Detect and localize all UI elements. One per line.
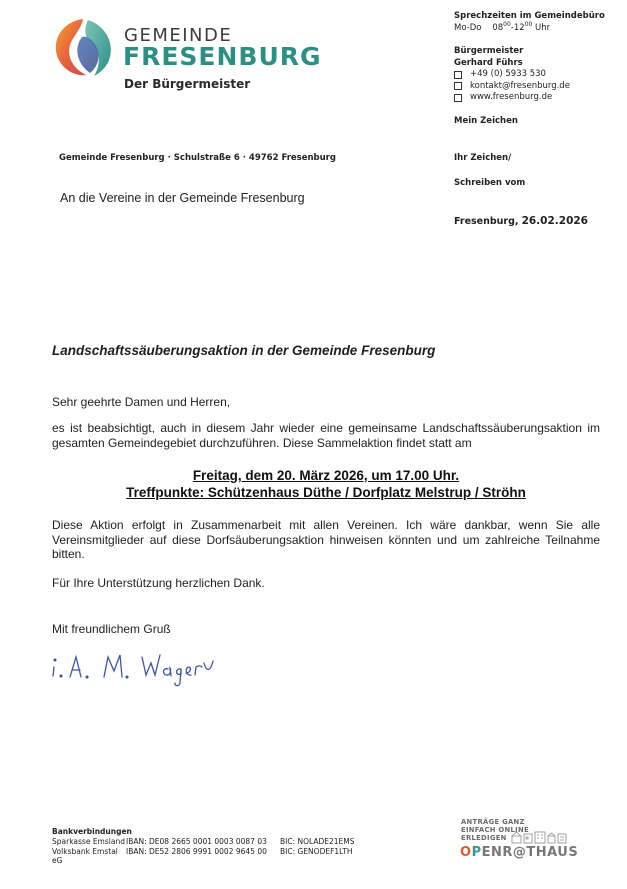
closing: Mit freundlichem Gruß [52,622,171,636]
web-icon [454,94,462,102]
office-hours-title: Sprechzeiten im Gemeindebüro [454,11,605,21]
org-name-small: GEMEINDE [124,25,233,46]
office-hours-to-m: 00 [524,20,533,28]
office-hours-days: Mo-Do [454,22,482,33]
office-title: Der Bürgermeister [124,77,251,91]
ihr-zeichen-label: Ihr Zeichen/ [454,153,512,163]
salutation: Sehr geehrte Damen und Herren, [52,395,231,409]
openrathaus-logo-rest: ENR@THAUS [481,845,579,860]
intro-paragraph: es ist beabsichtigt, auch in diesem Jahr wieder eine gemeinsame Landschaftssäuberungsaktion im gesamten Gemeindegebiet durchzuführen. Diese Sammelaktion findet statt am [52,421,600,450]
bank-row [52,847,353,865]
schreiben-vom-label: Schreiben vom [454,178,526,188]
bank-row [52,837,355,846]
buildings-icon [511,830,567,844]
office-hours-unit: Uhr [535,22,551,33]
mein-zeichen-label: Mein Zeichen [454,116,518,126]
openrathaus-logo-o: O [460,845,472,860]
slogan-line-1: ANTRÄGE GANZ [461,818,525,826]
openrathaus-logo-p: P [471,845,482,860]
letter-subject: Landschaftssäuberungsaktion in der Gemeinde Fresenburg [52,343,436,358]
office-hours: Sprechzeiten im Gemeindebüro Mo-Do $08^{00}-12^{00}$ Uhr [454,11,605,33]
email-icon [454,82,462,90]
slogan-line-3: ERLEDIGEN [461,834,507,842]
bank-name: Volksbank Emstal eG [52,847,118,865]
recipient: An die Vereine in der Gemeinde Fresenburg [60,191,305,205]
letter-date-place: Fresenburg, [454,216,519,227]
bank-bic: BIC: NOLADE21EMS [280,837,355,846]
contact-name: Gerhard Führs [454,57,523,68]
contact-phone: +49 (0) 5933 530 [470,69,546,79]
bank-iban: IBAN: DE52 2806 9991 0002 9645 00 [126,847,267,856]
phone-icon [454,71,462,79]
slogan-line-2: EINFACH ONLINE [461,826,529,834]
handwritten-signature [50,643,215,688]
office-hours-to-h: 12 [513,22,525,33]
event-meeting-points: Treffpunkte: Schützenhaus Düthe / Dorfplatz Melstrup / Ströhn [126,485,526,500]
org-name-large: FRESENBURG [123,42,322,71]
contact-email[interactable]: kontakt@fresenburg.de [470,80,570,91]
office-hours-from-m: 00 [503,20,511,28]
office-hours-from-h: 08 [492,22,504,33]
letter-date-value: 26.02.2026 [521,215,588,227]
cooperation-paragraph: Diese Aktion erfolgt in Zusammenarbeit mit allen Vereinen. Ich wäre dankbar, wenn Sie alle Vereinsmitglieder auf diese Dorfsäuberungsaktion hinweisen könnten und um zahlreiche Teilnahme bitten. [52,518,600,561]
thanks-line: Für Ihre Unterstützung herzlichen Dank. [52,576,265,590]
event-date: Freitag, dem 20. März 2026, um 17.00 Uhr. [192,468,460,483]
bank-name: Sparkasse Emsland [52,837,125,846]
municipality-logo-icon [52,17,114,79]
contact-web[interactable]: www.fresenburg.de [470,92,553,102]
contact-role: Bürgermeister [454,46,524,56]
sender-line: Gemeinde Fresenburg · Schulstraße 6 · 49762 Fresenburg [59,153,336,163]
bank-title: Bankverbindungen [52,827,132,836]
letter-date [454,216,588,228]
contact-block [454,46,570,104]
openrathaus-logo [460,845,578,860]
bank-iban: IBAN: DE08 2665 0001 0003 0087 03 [126,837,267,846]
bank-bic: BIC: GENODEF1LTH [280,847,353,856]
